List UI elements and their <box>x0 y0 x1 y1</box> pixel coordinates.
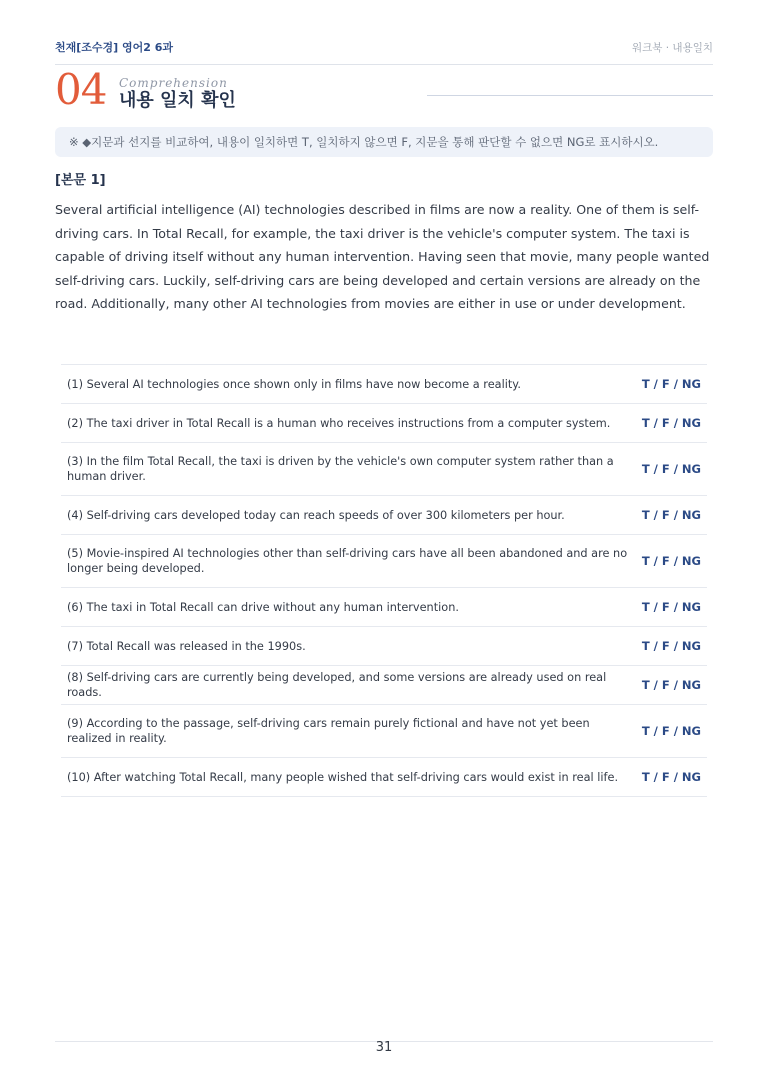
question-text: (1) Several AI technologies once shown only in films have now become a reality. <box>67 377 521 391</box>
question-row <box>61 443 707 496</box>
question-text: (8) Self-driving cars are currently being developed, and some versions are already used on real roads. <box>67 671 607 699</box>
question-text: (4) Self-driving cars developed today can reach speeds of over 300 kilometers per hour. <box>67 508 565 522</box>
question-text: (3) In the film Total Recall, the taxi is driven by the vehicle's own computer system rather than a human driver. <box>67 455 614 483</box>
question-text: (9) According to the passage, self-driving cars remain purely fictional and have not yet been realized in reality. <box>67 717 590 745</box>
course-title: 천재[조수경] 영어2 6과 <box>55 41 174 54</box>
question-list <box>61 364 707 797</box>
question-row <box>61 365 707 404</box>
page-number: 31 <box>375 1040 393 1055</box>
instruction-box: ※ ◆지문과 선지를 비교하여, 내용이 일치하면 T, 일치하지 않으면 F, 지문을 통해 판단할 수 없으면 NG로 표시하시오. <box>55 127 713 157</box>
worksheet-page <box>55 0 713 1087</box>
answer-options[interactable]: T / F / NG <box>641 639 701 653</box>
question-text: (10) After watching Total Recall, many people wished that self-driving cars would exist in real life. <box>67 770 619 784</box>
question-row <box>61 627 707 666</box>
question-row <box>61 666 707 705</box>
answer-options[interactable]: T / F / NG <box>641 678 701 692</box>
section-number: 04 <box>55 65 107 114</box>
answer-options[interactable]: T / F / NG <box>641 600 701 614</box>
question-row <box>61 496 707 535</box>
question-text: (6) The taxi in Total Recall can drive without any human intervention. <box>67 600 459 614</box>
question-row <box>61 705 707 758</box>
passage-text: Several artificial intelligence (AI) technologies described in films are now a reality. One of them is self-driving cars. In Total Recall, for example, the taxi driver is the vehicle's computer system. The taxi is capable of driving itself without any human intervention. Having seen that movie, many people wanted self-driving cars. Luckily, self-driving cars are being developed and certain versions are already on the road. Additionally, many other AI technologies from movies are either in use or under development. <box>55 202 710 312</box>
answer-options[interactable]: T / F / NG <box>641 462 701 476</box>
answer-options[interactable]: T / F / NG <box>641 416 701 430</box>
question-text: (2) The taxi driver in Total Recall is a human who receives instructions from a computer system. <box>67 416 611 430</box>
answer-options[interactable]: T / F / NG <box>641 724 701 738</box>
question-text: (7) Total Recall was released in the 1990s. <box>67 639 306 653</box>
section-title: 내용 일치 확인 <box>119 90 236 111</box>
passage-label: [본문 1] <box>55 173 106 188</box>
answer-options[interactable]: T / F / NG <box>641 508 701 522</box>
question-row <box>61 404 707 443</box>
answer-options[interactable]: T / F / NG <box>641 377 701 391</box>
workbook-label: 워크북 · 내용일치 <box>631 42 713 54</box>
question-row <box>61 588 707 627</box>
title-divider <box>427 95 713 96</box>
question-text: (5) Movie-inspired AI technologies other than self-driving cars have all been abandoned and are no longer being developed. <box>67 547 628 575</box>
page-header <box>55 40 713 65</box>
answer-options[interactable]: T / F / NG <box>641 554 701 568</box>
question-row <box>61 535 707 588</box>
question-row <box>61 758 707 797</box>
answer-options[interactable]: T / F / NG <box>641 770 701 784</box>
section-subtitle: Comprehension <box>119 76 228 90</box>
